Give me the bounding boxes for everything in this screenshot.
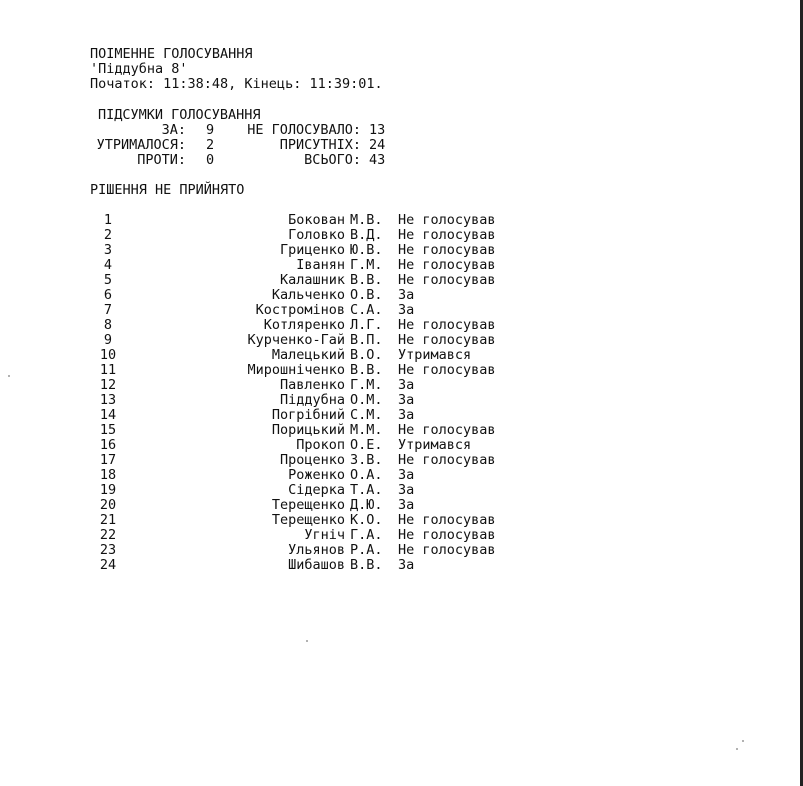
vote-row-surname: Ульянов [288,542,345,558]
vote-row-result: Утримався [398,347,472,363]
vote-row-result: За [398,302,415,318]
vote-row [0,453,803,468]
vote-row [0,378,803,393]
summary-utrymalosia-label: УТРИМАЛОСЯ: [96,137,186,153]
vote-row-number: 5 [103,272,113,288]
vote-row-number: 24 [99,557,117,573]
vote-row-initials: К.О. [350,512,383,528]
vote-row-initials: О.Е. [350,437,383,453]
vote-row [0,483,803,498]
vote-row-surname: Терещенко [271,512,345,528]
summary-ne-golosuvalo-value: 13 [369,122,386,138]
vote-row-result: Не голосував [398,257,496,273]
vote-row [0,243,803,258]
summary-prysutnikh-label: ПРИСУТНІХ: [279,137,361,153]
vote-row-number: 6 [103,287,113,303]
vote-row-surname: Гриценко [279,242,345,258]
vote-row-surname: Павленко [279,377,345,393]
vote-row-number: 7 [103,302,113,318]
vote-row-result: Не голосував [398,452,496,468]
vote-row-initials: С.М. [350,407,383,423]
vote-row-initials: В.О. [350,347,383,363]
vote-row [0,288,803,303]
vote-row [0,468,803,483]
summary-vsogo-value: 43 [369,152,386,168]
vote-row-initials: О.А. [350,467,383,483]
vote-row-surname: Роженко [288,467,345,483]
vote-row-initials: О.М. [350,392,383,408]
vote-row-initials: О.В. [350,287,383,303]
vote-row-initials: В.Д. [350,227,383,243]
vote-row [0,273,803,288]
vote-row-result: Не голосував [398,332,496,348]
vote-row-result: Не голосував [398,542,496,558]
vote-row-surname: Прокоп [296,437,345,453]
vote-row-result: За [398,377,415,393]
vote-row-surname: Шибашов [288,557,345,573]
vote-row-surname: Курченко-Гай [247,332,345,348]
vote-row [0,558,803,573]
vote-row-result: За [398,497,415,513]
vote-row [0,258,803,273]
vote-row-number: 3 [103,242,113,258]
vote-row-surname: Калашник [279,272,345,288]
scan-speck [742,740,744,742]
vote-row-surname: Проценко [279,452,345,468]
vote-row-result: Утримався [398,437,472,453]
vote-row-number: 13 [99,392,117,408]
vote-row-result: Не голосував [398,272,496,288]
vote-row [0,303,803,318]
vote-row-surname: Угніч [304,527,345,543]
vote-row-number: 22 [99,527,117,543]
vote-row-initials: Д.Ю. [350,497,383,513]
vote-row-result: Не голосував [398,242,496,258]
vote-row-surname: Котляренко [263,317,345,333]
vote-row-initials: Ю.В. [350,242,383,258]
vote-row [0,318,803,333]
vote-row [0,363,803,378]
vote-row-initials: М.М. [350,422,383,438]
vote-row-result: Не голосував [398,212,496,228]
vote-row-initials: В.В. [350,362,383,378]
vote-row [0,228,803,243]
vote-row-surname: Сідерка [288,482,345,498]
vote-row-number: 4 [103,257,113,273]
vote-row-initials: Л.Г. [350,317,383,333]
vote-row-number: 2 [103,227,113,243]
vote-row-result: За [398,467,415,483]
vote-row-surname: Малецький [271,347,345,363]
vote-row [0,528,803,543]
vote-row-number: 17 [99,452,117,468]
vote-row [0,513,803,528]
summary-za-label: ЗА: [161,122,186,138]
summary-za-value: 9 [206,122,215,138]
vote-row-number: 16 [99,437,117,453]
document-subject: 'Піддубна 8' [90,61,188,77]
vote-row-surname: Іванян [296,257,345,273]
vote-row-surname: Кальченко [271,287,345,303]
vote-row-surname: Порицький [271,422,345,438]
vote-row-number: 19 [99,482,117,498]
summary-ne-golosuvalo-label: НЕ ГОЛОСУВАЛО: [247,122,361,138]
vote-row-initials: Т.А. [350,482,383,498]
vote-row [0,393,803,408]
vote-row-initials: М.В. [350,212,383,228]
vote-row [0,408,803,423]
vote-row-initials: Г.А. [350,527,383,543]
summary-proty-value: 0 [206,152,215,168]
vote-row-initials: В.В. [350,557,383,573]
decision-text: РІШЕННЯ НЕ ПРИЙНЯТО [90,182,245,198]
vote-row [0,543,803,558]
vote-row [0,498,803,513]
vote-row-surname: Погрібний [271,407,345,423]
vote-row-initials: С.А. [350,302,383,318]
vote-row-number: 11 [99,362,117,378]
vote-row [0,333,803,348]
vote-row-initials: Г.М. [350,257,383,273]
vote-row-result: За [398,392,415,408]
vote-row [0,423,803,438]
summary-heading: ПІДСУМКИ ГОЛОСУВАННЯ [98,107,261,123]
vote-row-result: За [398,407,415,423]
vote-row-number: 23 [99,542,117,558]
vote-row-number: 1 [103,212,113,228]
vote-row-initials: В.В. [350,272,383,288]
document-title: ПОІМЕННЕ ГОЛОСУВАННЯ [90,46,253,62]
vote-row-number: 12 [99,377,117,393]
vote-row-initials: В.П. [350,332,383,348]
summary-proty-label: ПРОТИ: [137,152,186,168]
vote-row-result: Не голосував [398,422,496,438]
vote-row-result: Не голосував [398,362,496,378]
vote-row-number: 10 [99,347,117,363]
vote-row-surname: Мирошніченко [247,362,345,378]
vote-row-initials: Г.М. [350,377,383,393]
vote-row-surname: Головко [288,227,345,243]
vote-row-result: За [398,482,415,498]
vote-row-number: 20 [99,497,117,513]
vote-row-result: Не голосував [398,227,496,243]
summary-prysutnikh-value: 24 [369,137,386,153]
vote-row-initials: Р.А. [350,542,383,558]
summary-vsogo-label: ВСЬОГО: [304,152,361,168]
vote-row-number: 21 [99,512,117,528]
vote-row-initials: З.В. [350,452,383,468]
vote-row-result: Не голосував [398,317,496,333]
document-time-line: Початок: 11:38:48, Кінець: 11:39:01. [90,76,383,92]
scan-speck [8,375,10,377]
vote-row-number: 9 [103,332,113,348]
vote-row-result: За [398,557,415,573]
vote-row-number: 15 [99,422,117,438]
vote-row-result: Не голосував [398,527,496,543]
vote-row [0,213,803,228]
summary-utrymalosia-value: 2 [206,137,215,153]
vote-row [0,438,803,453]
vote-row-number: 18 [99,467,117,483]
vote-row [0,348,803,363]
vote-row-surname: Терещенко [271,497,345,513]
vote-row-surname: Костромінов [255,302,345,318]
vote-row-surname: Бокован [288,212,345,228]
vote-row-number: 8 [103,317,113,333]
vote-row-result: За [398,287,415,303]
vote-row-result: Не голосував [398,512,496,528]
scan-speck [736,748,738,750]
vote-row-number: 14 [99,407,117,423]
vote-row-surname: Піддубна [279,392,345,408]
scan-speck [306,640,308,642]
